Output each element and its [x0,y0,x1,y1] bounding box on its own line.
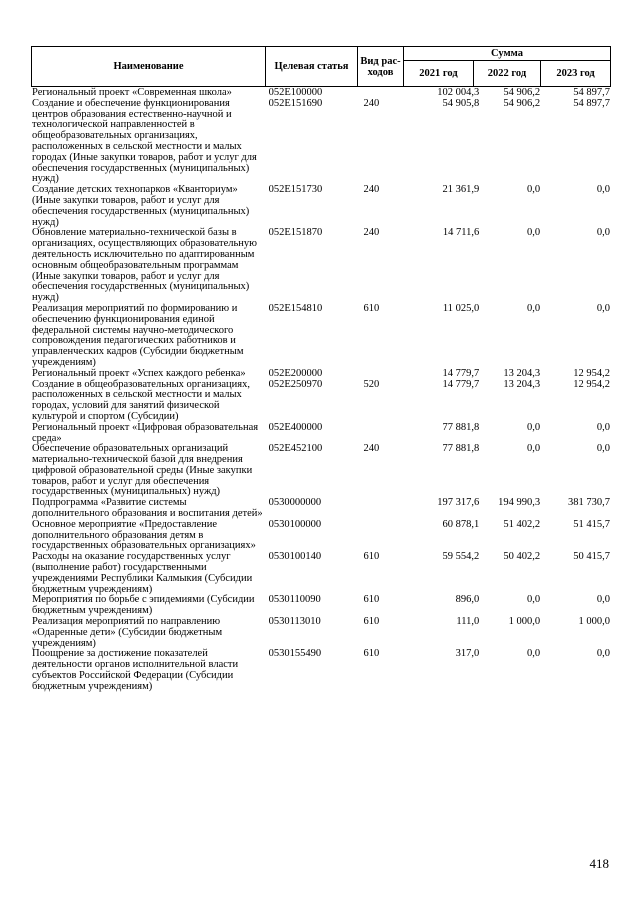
table-body [32,88,610,693]
row-name: Мероприятия по борьбе с эпидемиями (Субсидии бюджетным учреждениям) [32,594,255,617]
table-row [32,228,610,304]
header-name: Наименование [32,47,266,87]
table-row [32,99,610,185]
row-amount-2022: 0,0 [527,648,541,660]
row-expense-type: 240 [363,97,380,109]
row-name: Региональный проект «Успех каждого ребенка» [32,367,246,379]
page-number: 418 [589,856,609,871]
header-sum: Сумма [404,47,611,61]
row-expense-type: 240 [363,184,380,196]
row-code: 0530110090 [268,594,321,606]
row-amount-2021: 197 317,6 [437,497,480,509]
row-amount-2021: 77 881,8 [442,443,480,455]
table-row [32,423,610,445]
row-code: 0530113010 [268,616,321,628]
row-amount-2023: 0,0 [596,443,610,455]
row-code: 0530000000 [268,497,322,509]
row-name: Создание в общеобразовательных организациях, расположенных в сельской местности и малых городах, условий для занятий физической культурой и спортом (Субсидии) [32,378,250,422]
row-amount-2021: 14 779,7 [442,378,480,390]
row-expense-type: 520 [363,378,380,390]
row-code: 052E452100 [268,443,323,455]
row-amount-2022: 54 906,2 [503,87,541,98]
row-amount-2021: 77 881,8 [442,421,480,433]
row-amount-2021: 111,0 [456,616,480,628]
row-amount-2023: 12 954,2 [573,378,610,390]
row-amount-2023: 0,0 [596,184,610,196]
row-amount-2021: 14 779,7 [442,367,480,379]
row-code: 052E154810 [268,302,323,314]
row-amount-2021: 60 878,1 [442,518,480,530]
row-code: 0530100000 [268,518,322,530]
row-code: 052E151870 [268,227,323,239]
row-amount-2023: 50 415,7 [573,551,610,563]
header-2022: 2022 год [474,61,541,87]
row-code: 0530155490 [268,648,322,660]
row-expense-type: 240 [363,227,380,239]
row-amount-2022: 51 402,2 [503,518,541,530]
table-row [32,444,610,498]
row-amount-2023: 0,0 [596,421,610,433]
header-2021: 2021 год [404,61,474,87]
row-amount-2022: 194 990,3 [498,497,541,509]
row-amount-2022: 0,0 [527,421,541,433]
row-name: Расходы на оказание государственных услуг (выполнение работ) государственными учреждениями Республики Калмыкия (Субсидии бюджетным учреждениям) [32,551,253,595]
table-row [32,185,610,228]
header-vid: Вид рас-ходов [358,47,404,87]
row-expense-type: 610 [363,551,380,563]
row-amount-2021: 21 361,9 [442,184,480,196]
row-name: Создание и обеспечение функционирования центров образования естественно-научной и технологической направленностей в общеобразовательных организациях, расположенных в сельской местности и малых городах (Иные закупки товаров, работ и услуг для обеспечения государственных (муниципальных) нужд) [32,97,257,185]
header-code: Целевая статья [266,47,358,87]
row-name: Поощрение за достижение показателей деятельности органов исполнительной власти субъектов Российской Федерации (Субсидии бюджетным учреждениям) [32,648,239,692]
row-code: 052E100000 [268,87,323,98]
row-amount-2022: 0,0 [527,227,541,239]
row-amount-2022: 0,0 [527,302,541,314]
row-amount-2021: 11 025,0 [442,302,480,314]
row-amount-2022: 0,0 [527,443,541,455]
row-amount-2021: 14 711,6 [442,227,480,239]
row-name: Основное мероприятие «Предоставление дополнительного образования детям в государственных образовательных организациях» [32,518,256,552]
table-row [32,520,610,552]
row-name: Региональный проект «Цифровая образовательная среда» [32,421,259,444]
row-expense-type: 610 [363,302,380,314]
row-amount-2022: 13 204,3 [503,378,541,390]
table-row [32,649,610,692]
table-row [32,552,610,595]
table-row [32,595,610,617]
row-expense-type: 610 [363,594,380,606]
row-expense-type: 610 [363,648,380,660]
row-amount-2023: 0,0 [596,302,610,314]
row-amount-2023: 51 415,7 [573,518,610,530]
row-amount-2023: 1 000,0 [578,616,610,628]
row-name: Подпрограмма «Развитие системы дополнительного образования и воспитания детей» [32,497,263,520]
header-2023: 2023 год [541,61,611,87]
table-row [32,380,610,423]
row-name: Реализация мероприятий по формированию и обеспечению функционирования единой федеральной системы научно-методического сопровождения педагогических работников и управленческих кадров (Субсидии бюджетным учреждениям) [32,302,244,368]
row-name: Обновление материально-технической базы в организациях, осуществляющих образовательную деятельность исключительно по адаптированным основным общеобразовательным программам (Иные закупки товаров, работ и услуг для обеспечения государственных (муниципальных) нужд) [32,227,257,304]
row-name: Обеспечение образовательных организаций материально-технической базой для внедрения цифровой образовательной среды (Иные закупки товаров, работ и услуг для обеспечения государственных (муниципальных) нужд) [32,443,253,498]
row-amount-2023: 54 897,7 [573,87,610,98]
row-code: 052E250970 [268,378,323,390]
row-amount-2021: 59 554,2 [442,551,480,563]
table-row [32,369,610,380]
row-expense-type: 610 [363,616,380,628]
row-amount-2023: 54 897,7 [573,97,610,109]
row-amount-2022: 13 204,3 [503,367,541,379]
row-name: Региональный проект «Современная школа» [32,87,232,98]
row-amount-2023: 0,0 [596,227,610,239]
row-amount-2022: 0,0 [527,594,541,606]
row-amount-2021: 102 004,3 [437,87,480,98]
row-code: 0530100140 [268,551,322,563]
row-amount-2021: 896,0 [455,594,480,606]
table-header [31,46,611,87]
row-amount-2023: 381 730,7 [568,497,610,509]
row-amount-2022: 0,0 [527,184,541,196]
row-amount-2022: 50 402,2 [503,551,541,563]
row-amount-2021: 54 905,8 [442,97,480,109]
row-code: 052E151690 [268,97,323,109]
row-name: Реализация мероприятий по направлению «Одаренные дети» (Субсидии бюджетным учреждениям) [32,616,223,649]
row-amount-2023: 0,0 [596,594,610,606]
table-row [32,498,610,520]
row-expense-type: 240 [363,443,380,455]
row-code: 052E151730 [268,184,323,196]
table-row [32,617,610,649]
row-amount-2023: 12 954,2 [573,367,610,379]
row-amount-2023: 0,0 [596,648,610,660]
row-code: 052E400000 [268,421,323,433]
row-amount-2021: 317,0 [455,648,480,660]
row-name: Создание детских технопарков «Кванториум» (Иные закупки товаров, работ и услуг для обеспечения государственных (муниципальных) нужд) [32,184,250,228]
table-row [32,304,610,369]
row-amount-2022: 54 906,2 [503,97,541,109]
row-amount-2022: 1 000,0 [508,616,541,628]
row-code: 052E200000 [268,367,323,379]
